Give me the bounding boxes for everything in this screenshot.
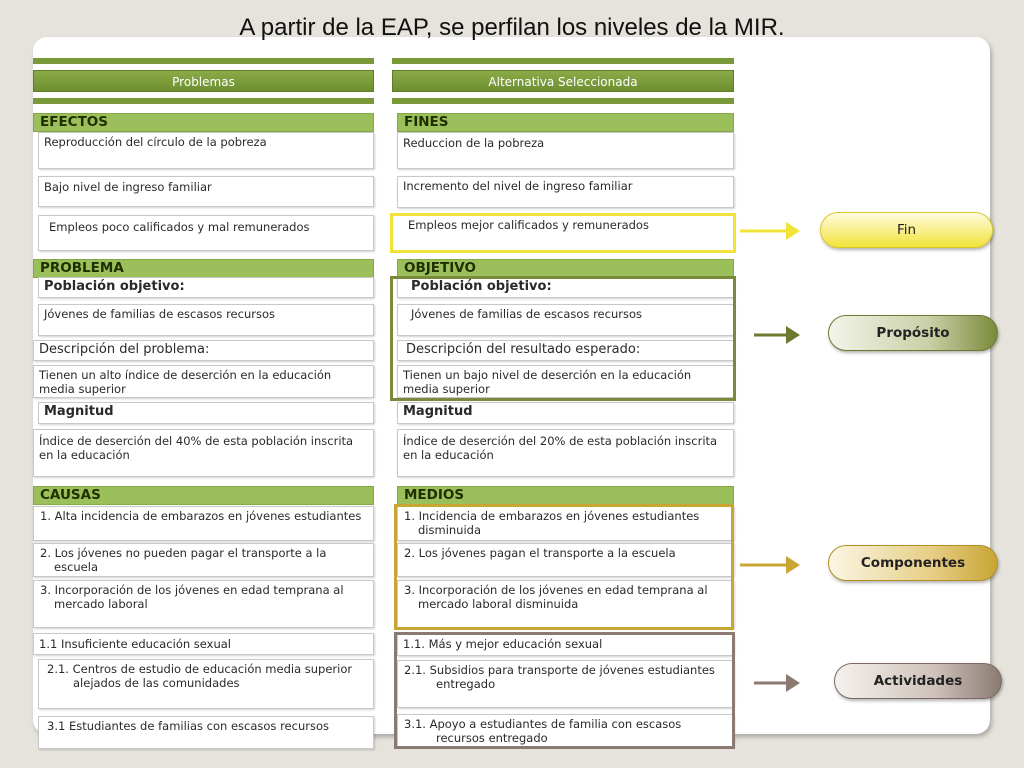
- fines-label: FINES: [397, 113, 734, 132]
- descripcion-value: Tienen un bajo nivel de deserción en la educación media superior: [397, 365, 734, 398]
- descripcion-value: Tienen un alto índice de deserción en la educación media superior: [33, 365, 374, 398]
- magnitud-label: Magnitud: [38, 402, 374, 424]
- componentes-arrow-icon: [738, 553, 804, 577]
- fin-item: Incremento del nivel de ingreso familiar: [397, 176, 734, 208]
- problems-header: Problemas: [33, 70, 374, 92]
- alternative-header: Alternativa Seleccionada: [392, 70, 734, 92]
- objetivo-label: OBJETIVO: [397, 259, 734, 278]
- magnitud-value: Índice de deserción del 40% de esta población inscrita en la educación: [33, 429, 374, 477]
- subcausa-item: 3.1 Estudiantes de familias con escasos recursos: [38, 716, 374, 749]
- causas-label: CAUSAS: [33, 486, 374, 505]
- header-rule-bottom: [33, 98, 374, 104]
- header-rule-bottom: [392, 98, 734, 104]
- slide-title: A partir de la EAP, se perfilan los niveles de la MIR.: [239, 14, 785, 41]
- medio-item: 3. Incorporación de los jóvenes en edad temprana al mercado laboral disminuida: [397, 580, 734, 628]
- efecto-item: Reproducción del círculo de la pobreza: [38, 132, 374, 169]
- fin-pill: Fin: [820, 212, 993, 248]
- subcausa-item: 1.1 Insuficiente educación sexual: [33, 633, 374, 655]
- subcausa-item: 2.1. Centros de estudio de educación media superior alejados de las comunidades: [38, 659, 374, 709]
- actividades-pill: Actividades: [834, 663, 1002, 699]
- actividades-arrow-icon: [752, 671, 804, 695]
- fin-arrow-icon: [738, 219, 804, 243]
- descripcion-label: Descripción del problema:: [33, 340, 374, 361]
- magnitud-label: Magnitud: [397, 402, 734, 424]
- efecto-item: Bajo nivel de ingreso familiar: [38, 176, 374, 207]
- causa-item: 2. Los jóvenes no pueden pagar el transporte a la escuela: [33, 543, 374, 577]
- fin-item: Empleos mejor calificados y remunerados: [392, 215, 734, 251]
- submedio-item: 1.1. Más y mejor educación sexual: [397, 634, 734, 656]
- header-rule-top: [33, 58, 374, 64]
- efectos-label: EFECTOS: [33, 113, 374, 132]
- poblacion-label: Población objetivo:: [397, 277, 734, 298]
- poblacion-label: Población objetivo:: [38, 277, 374, 298]
- causa-item: 3. Incorporación de los jóvenes en edad temprana al mercado laboral: [33, 580, 374, 628]
- poblacion-value: Jóvenes de familias de escasos recursos: [38, 304, 374, 336]
- medio-item: 2. Los jóvenes pagan el transporte a la escuela: [397, 543, 734, 577]
- proposito-arrow-icon: [752, 323, 804, 347]
- poblacion-value: Jóvenes de familias de escasos recursos: [397, 304, 734, 336]
- submedio-item: 3.1. Apoyo a estudiantes de familia con escasos recursos entregado: [397, 714, 734, 747]
- fin-item: Reduccion de la pobreza: [397, 132, 734, 169]
- problema-label: PROBLEMA: [33, 259, 374, 278]
- proposito-pill: Propósito: [828, 315, 998, 351]
- submedio-item: 2.1. Subsidios para transporte de jóvenes estudiantes entregado: [397, 660, 734, 708]
- magnitud-value: Índice de deserción del 20% de esta población inscrita en la educación: [397, 429, 734, 477]
- medios-label: MEDIOS: [397, 486, 734, 505]
- efecto-item: Empleos poco calificados y mal remunerados: [38, 215, 374, 251]
- componentes-pill: Componentes: [828, 545, 998, 581]
- medio-item: 1. Incidencia de embarazos en jóvenes estudiantes disminuida: [397, 506, 734, 541]
- descripcion-label: Descripción del resultado esperado:: [397, 340, 734, 361]
- header-rule-top: [392, 58, 734, 64]
- causa-item: 1. Alta incidencia de embarazos en jóvenes estudiantes: [33, 506, 374, 541]
